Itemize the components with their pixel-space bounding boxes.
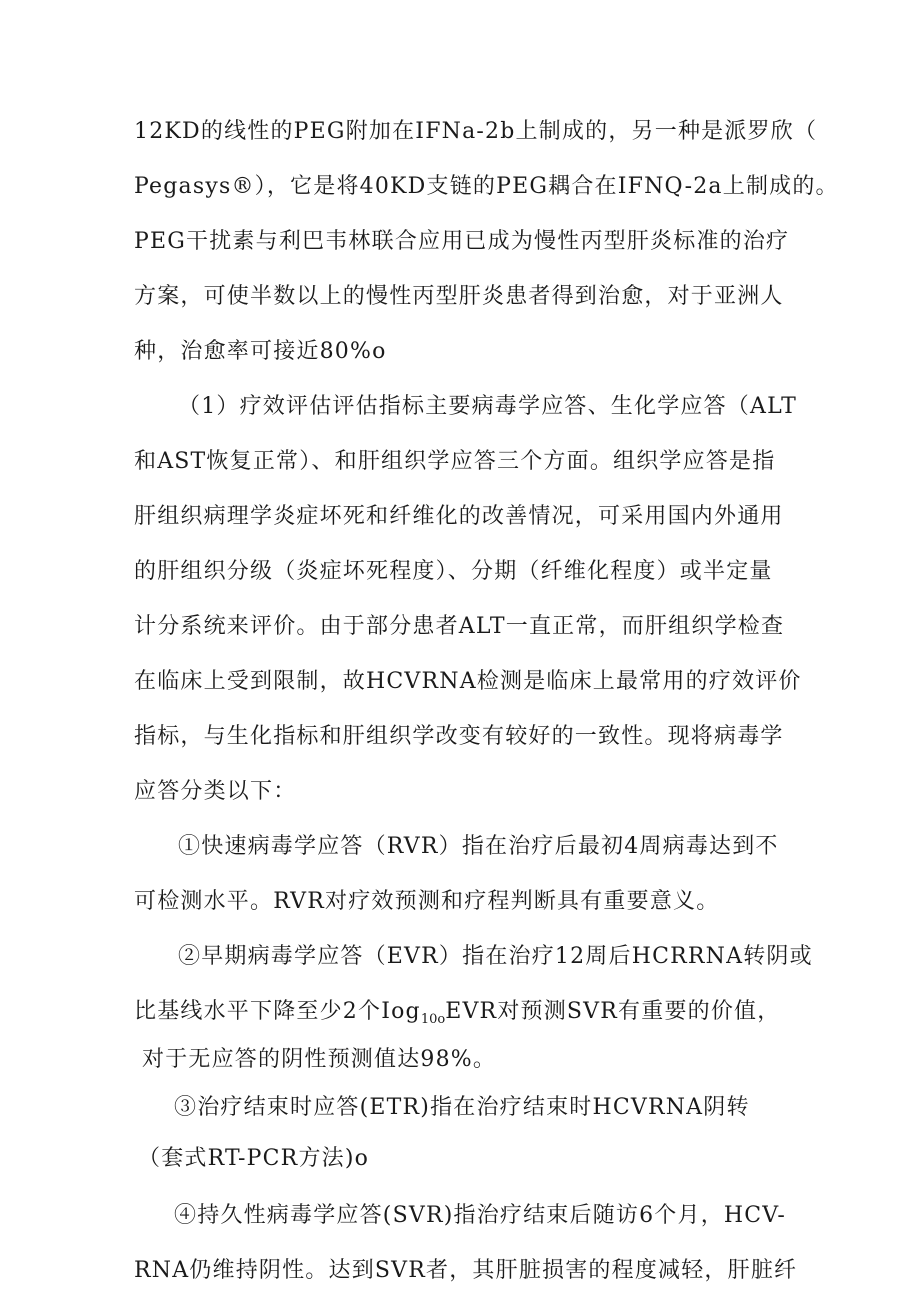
text-line: ④持久性病毒学应答(SVR)指治疗结束后随访6个月，HCV- [174,1203,787,1228]
subscript: 10o [420,1012,446,1027]
text-line: ②早期病毒学应答（EVR）指在治疗12周后HCRRNA转阴或 [178,944,813,969]
text-line: 指标，与生化指标和肝组织学改变有较好的一致性。现将病毒学 [134,724,784,749]
text-line: 的肝组织分级（炎症坏死程度）、分期（纤维化程度）或半定量 [134,559,773,584]
text-line: ③治疗结束时应答(ETR)指在治疗结束时HCVRNA阴转 [174,1095,750,1120]
text-line: 和AST恢复正常）、和肝组织学应答三个方面。组织学应答是指 [134,449,776,474]
text-line: 计分系统来评价。由于部分患者ALT一直正常，而肝组织学检查 [134,614,785,639]
text-line: 可检测水平。RVR对疗效预测和疗程判断具有重要意义。 [134,889,720,914]
text-line: （1）疗效评估评估指标主要病毒学应答、生化学应答（ALT [178,394,797,419]
text-line [134,997,780,1035]
text-line: 种，治愈率可接近80%o [134,339,387,364]
text-line: 应答分类以下： [134,779,297,804]
text-line: 12KD的线性的PEG附加在IFNa-2b上制成的，另一种是派罗欣（ [134,119,818,144]
text-line: ①快速病毒学应答（RVR）指在治疗后最初4周病毒达到不 [178,834,779,859]
text-line: PEG干扰素与利巴韦林联合应用已成为慢性丙型肝炎标准的治疗 [134,229,790,254]
text-line: RNA仍维持阴性。达到SVR者，其肝脏损害的程度减轻，肝脏纤 [134,1258,798,1283]
text-segment: EVR对预测SVR有重要的价值， [445,999,781,1024]
text-line: 在临床上受到限制，故HCVRNA检测是临床上最常用的疗效评价 [134,669,802,694]
text-line: Pegasys®），它是将40KD支链的PEG耦合在IFNQ-2a上制成的。 [134,174,839,199]
text-line: 肝组织病理学炎症坏死和纤维化的改善情况，可采用国内外通用 [134,504,784,529]
text-line: 方案，可使半数以上的慢性丙型肝炎患者得到治愈，对于亚洲人 [134,284,784,309]
text-line: 对于无应答的阴性预测值达98%。 [142,1047,497,1072]
text-line: （套式RT-PCR方法)o [138,1146,370,1171]
text-segment: 比基线水平下降至少2个Iog [134,999,421,1024]
